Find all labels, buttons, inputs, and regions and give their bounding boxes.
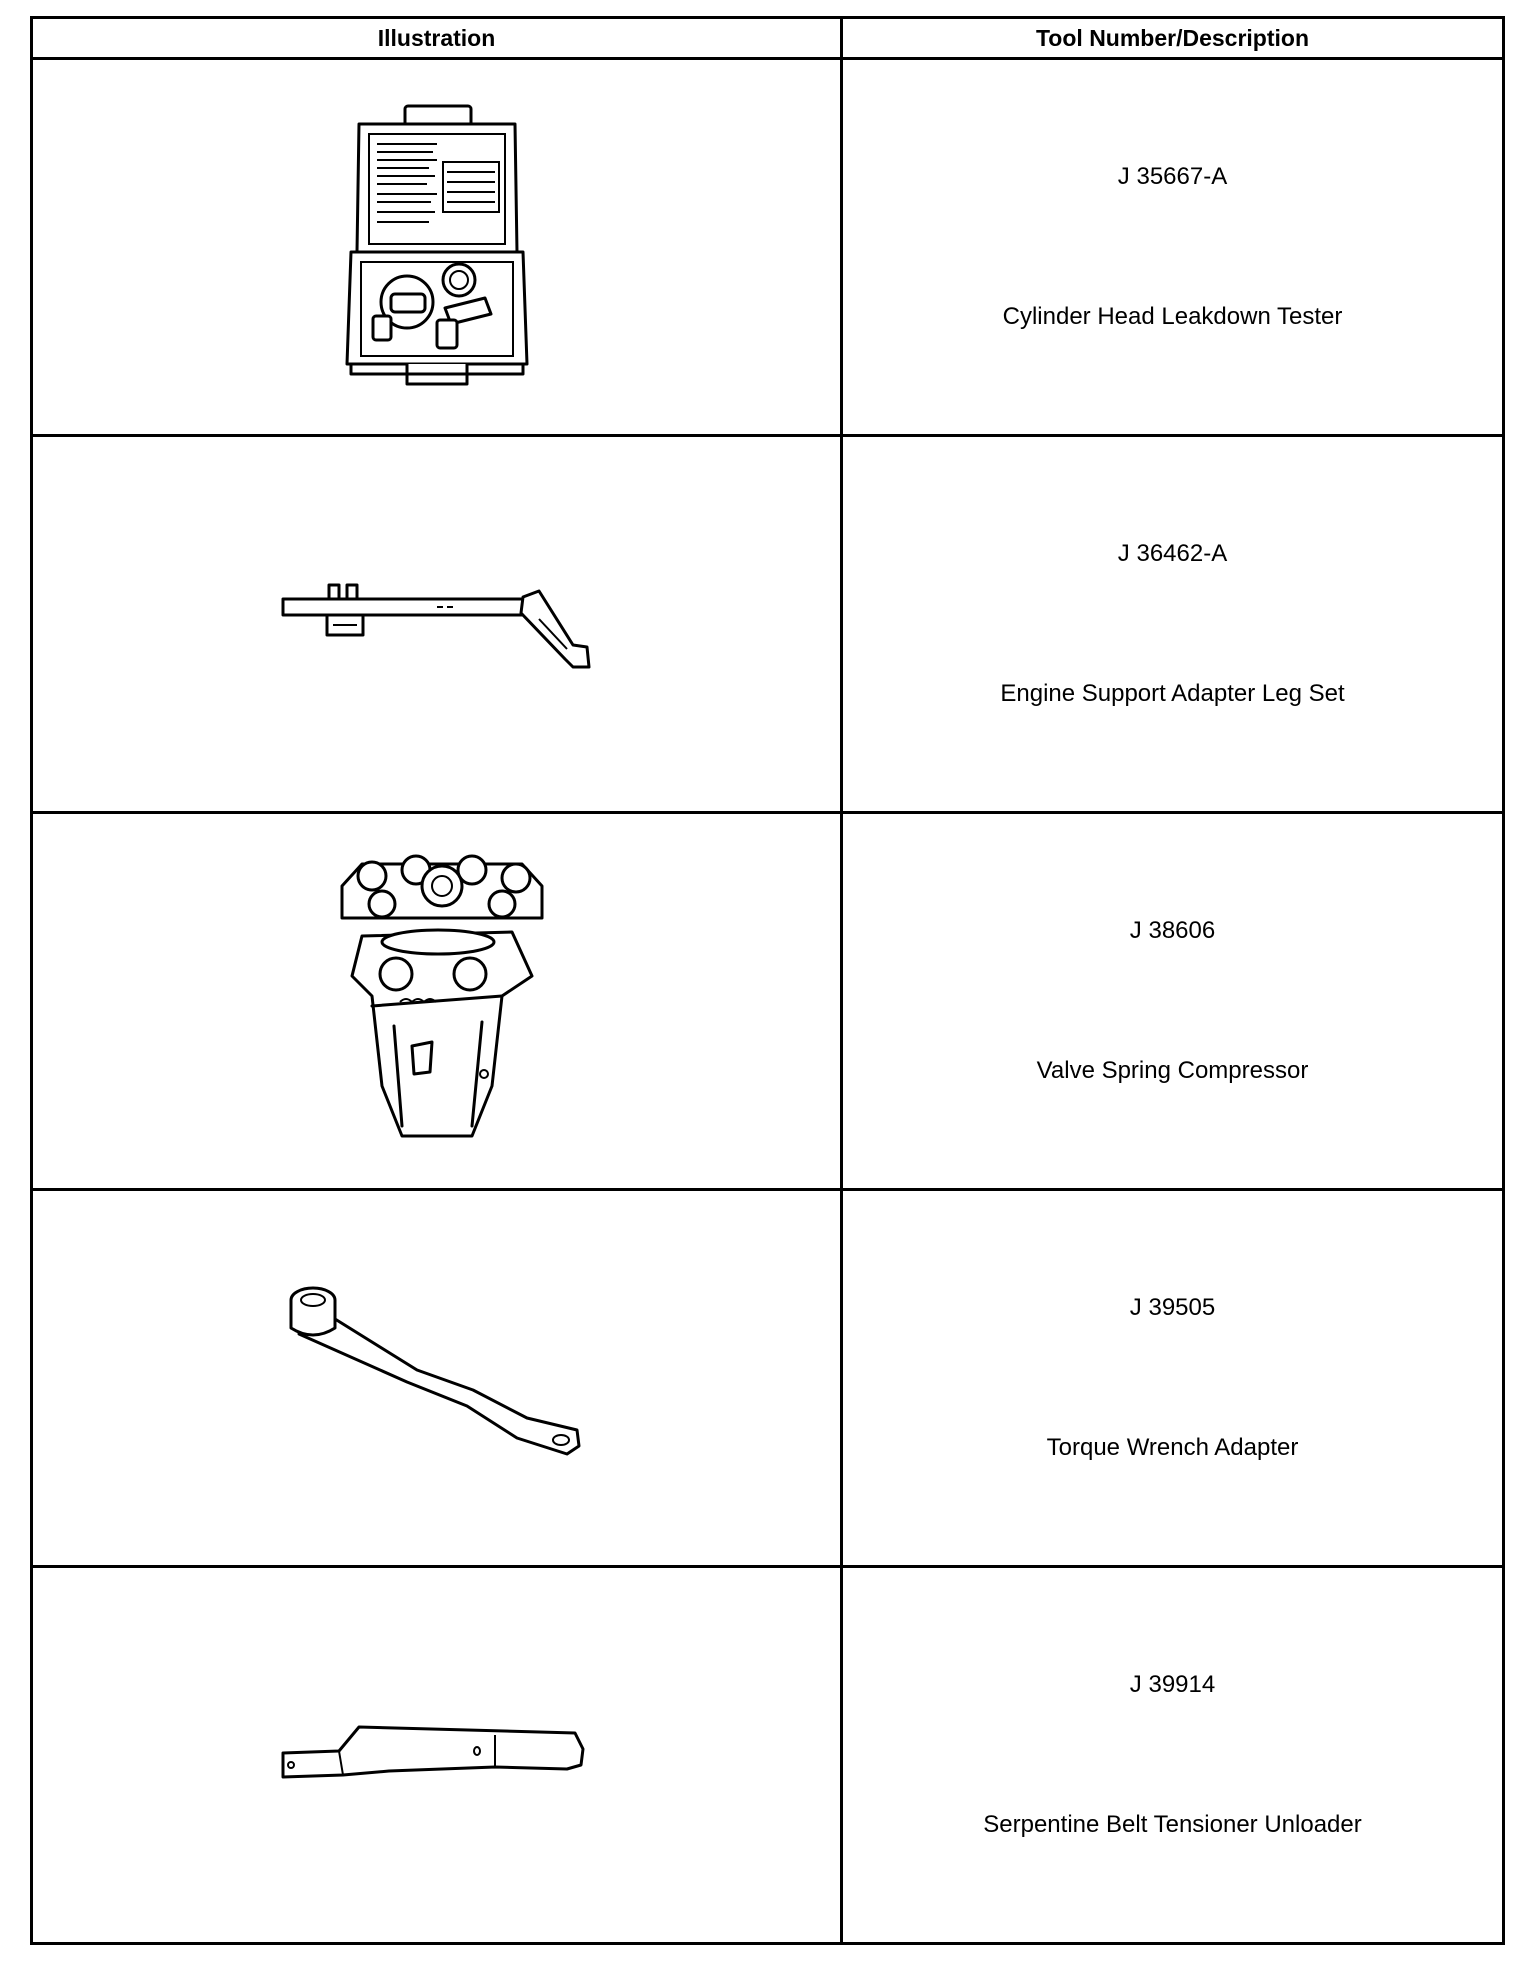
- adapter-leg-illustration: [277, 569, 597, 679]
- belt-tensioner-unloader-illustration: [277, 1715, 597, 1795]
- tool-description-cell: [842, 1190, 1504, 1567]
- tool-description: Engine Support Adapter Leg Set: [1000, 680, 1345, 707]
- tool-number: J 39914: [1129, 1671, 1216, 1698]
- tool-number: J 38606: [1129, 917, 1216, 944]
- tool-number: J 36462-A: [1117, 540, 1228, 567]
- tool-number: J 35667-A: [1117, 163, 1228, 190]
- illustration-cell: [32, 436, 842, 813]
- tool-description-cell: [842, 813, 1504, 1190]
- tool-description: Valve Spring Compressor: [1036, 1057, 1309, 1084]
- header-tool-number-description: Tool Number/Description: [842, 18, 1504, 59]
- tool-description: Torque Wrench Adapter: [1046, 1434, 1299, 1461]
- special-tools-table: [30, 16, 1505, 1945]
- tool-description: Cylinder Head Leakdown Tester: [1002, 303, 1343, 330]
- illustration-cell: [32, 1190, 842, 1567]
- illustration-cell: [32, 1567, 842, 1944]
- valve-spring-compressor-illustration: [322, 846, 552, 1156]
- tool-description: Serpentine Belt Tensioner Unloader: [983, 1811, 1362, 1838]
- illustration-cell: [32, 813, 842, 1190]
- table-row: [32, 813, 1504, 1190]
- header-illustration: Illustration: [32, 18, 842, 59]
- leakdown-tester-case-illustration: [337, 102, 537, 392]
- tool-description-cell: [842, 59, 1504, 436]
- tool-description-cell: [842, 1567, 1504, 1944]
- table-row: [32, 1190, 1504, 1567]
- tool-number: J 39505: [1129, 1294, 1216, 1321]
- table-row: [32, 436, 1504, 813]
- table-row: [32, 59, 1504, 436]
- table-row: [32, 1567, 1504, 1944]
- header-row: [32, 18, 1504, 59]
- tool-description-cell: [842, 436, 1504, 813]
- torque-wrench-adapter-illustration: [277, 1278, 597, 1478]
- illustration-cell: [32, 59, 842, 436]
